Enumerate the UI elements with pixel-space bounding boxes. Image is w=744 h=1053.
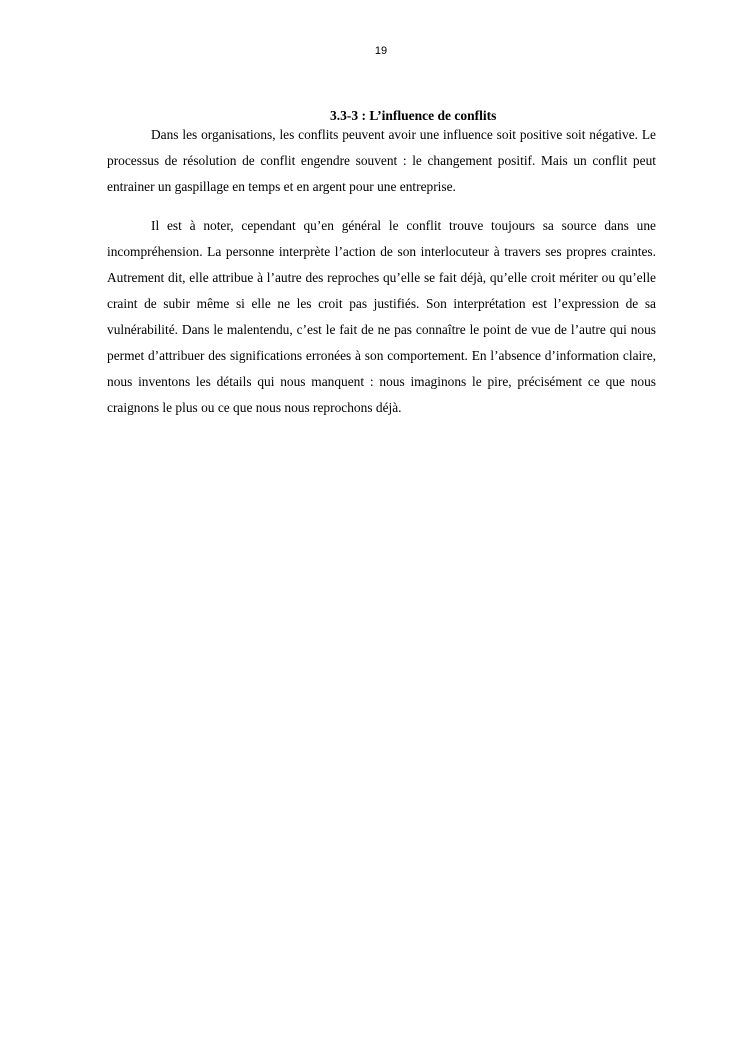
page-number: 19 [374, 45, 388, 57]
paragraph: Il est à noter, cependant qu’en général le conflit trouve toujours sa source dans une incompréhension. La personne interprète l’action de son interlocuteur à travers ses propres craintes. Autrement dit, elle attribue à l’autre des reproches qu’elle se fait déjà, qu’elle croit mériter ou qu’elle craint de subir même si elle ne les croit pas justifiés. Son interprétation est l’expression de sa vulnérabilité. Dans le malentendu, c’est le fait de ne pas connaître le point de vue de l’autre qui nous permet d’attribuer des significations erronées à son comportement. En l’absence d’information claire, nous inventons les détails qui nous manquent : nous imaginons le pire, précisément ce que nous craignons le plus ou ce que nous nous reprochons déjà. [107, 218, 656, 415]
section-heading: 3.3-3 : L’influence de conflits [330, 108, 497, 123]
paragraph: Dans les organisations, les conflits peuvent avoir une influence soit positive soit négative. Le processus de résolution de conflit engendre souvent : le changement positif. Mais un conflit peut entrainer un gaspillage en temps et en argent pour une entreprise. [107, 127, 656, 194]
